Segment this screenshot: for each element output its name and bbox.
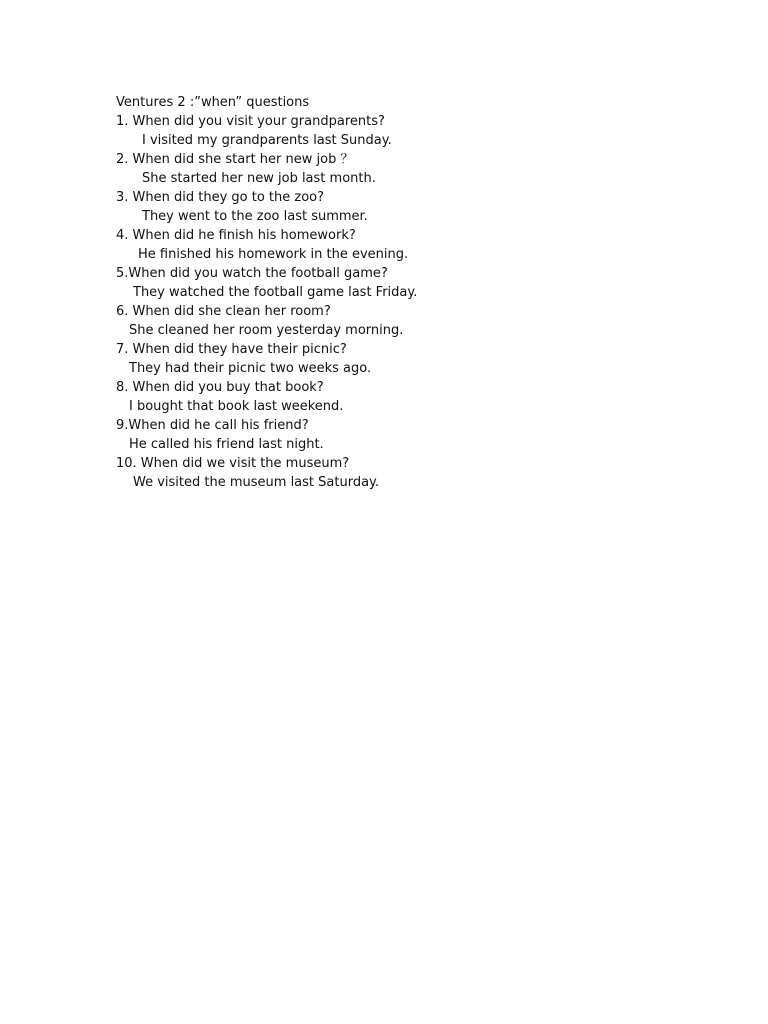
answer-7: They had their picnic two weeks ago.	[129, 361, 372, 376]
question-2: 2. When did she start her new job ？	[116, 152, 354, 167]
question-3: 3. When did they go to the zoo?	[116, 190, 325, 205]
answer-6: She cleaned her room yesterday morning.	[129, 323, 404, 338]
question-5: 5.When did you watch the football game?	[116, 266, 388, 281]
question-10: 10. When did we visit the museum?	[116, 456, 350, 471]
document-body	[116, 93, 716, 492]
question-4: 4. When did he finish his homework?	[116, 228, 356, 243]
question-1: 1. When did you visit your grandparents?	[116, 114, 385, 129]
document-title: Ventures 2 :”when” questions	[116, 95, 310, 110]
answer-9: He called his friend last night.	[129, 437, 324, 452]
answer-10: We visited the museum last Saturday.	[133, 475, 380, 490]
answer-3: They went to the zoo last summer.	[142, 209, 368, 224]
question-8: 8. When did you buy that book?	[116, 380, 324, 395]
question-6: 6. When did she clean her room?	[116, 304, 331, 319]
answer-2: She started her new job last month.	[142, 171, 376, 186]
answer-4: He finished his homework in the evening.	[138, 247, 409, 262]
question-7: 7. When did they have their picnic?	[116, 342, 347, 357]
answer-1: I visited my grandparents last Sunday.	[142, 133, 392, 148]
answer-8: I bought that book last weekend.	[129, 399, 344, 414]
question-9: 9.When did he call his friend?	[116, 418, 309, 433]
answer-5: They watched the football game last Friday.	[133, 285, 418, 300]
